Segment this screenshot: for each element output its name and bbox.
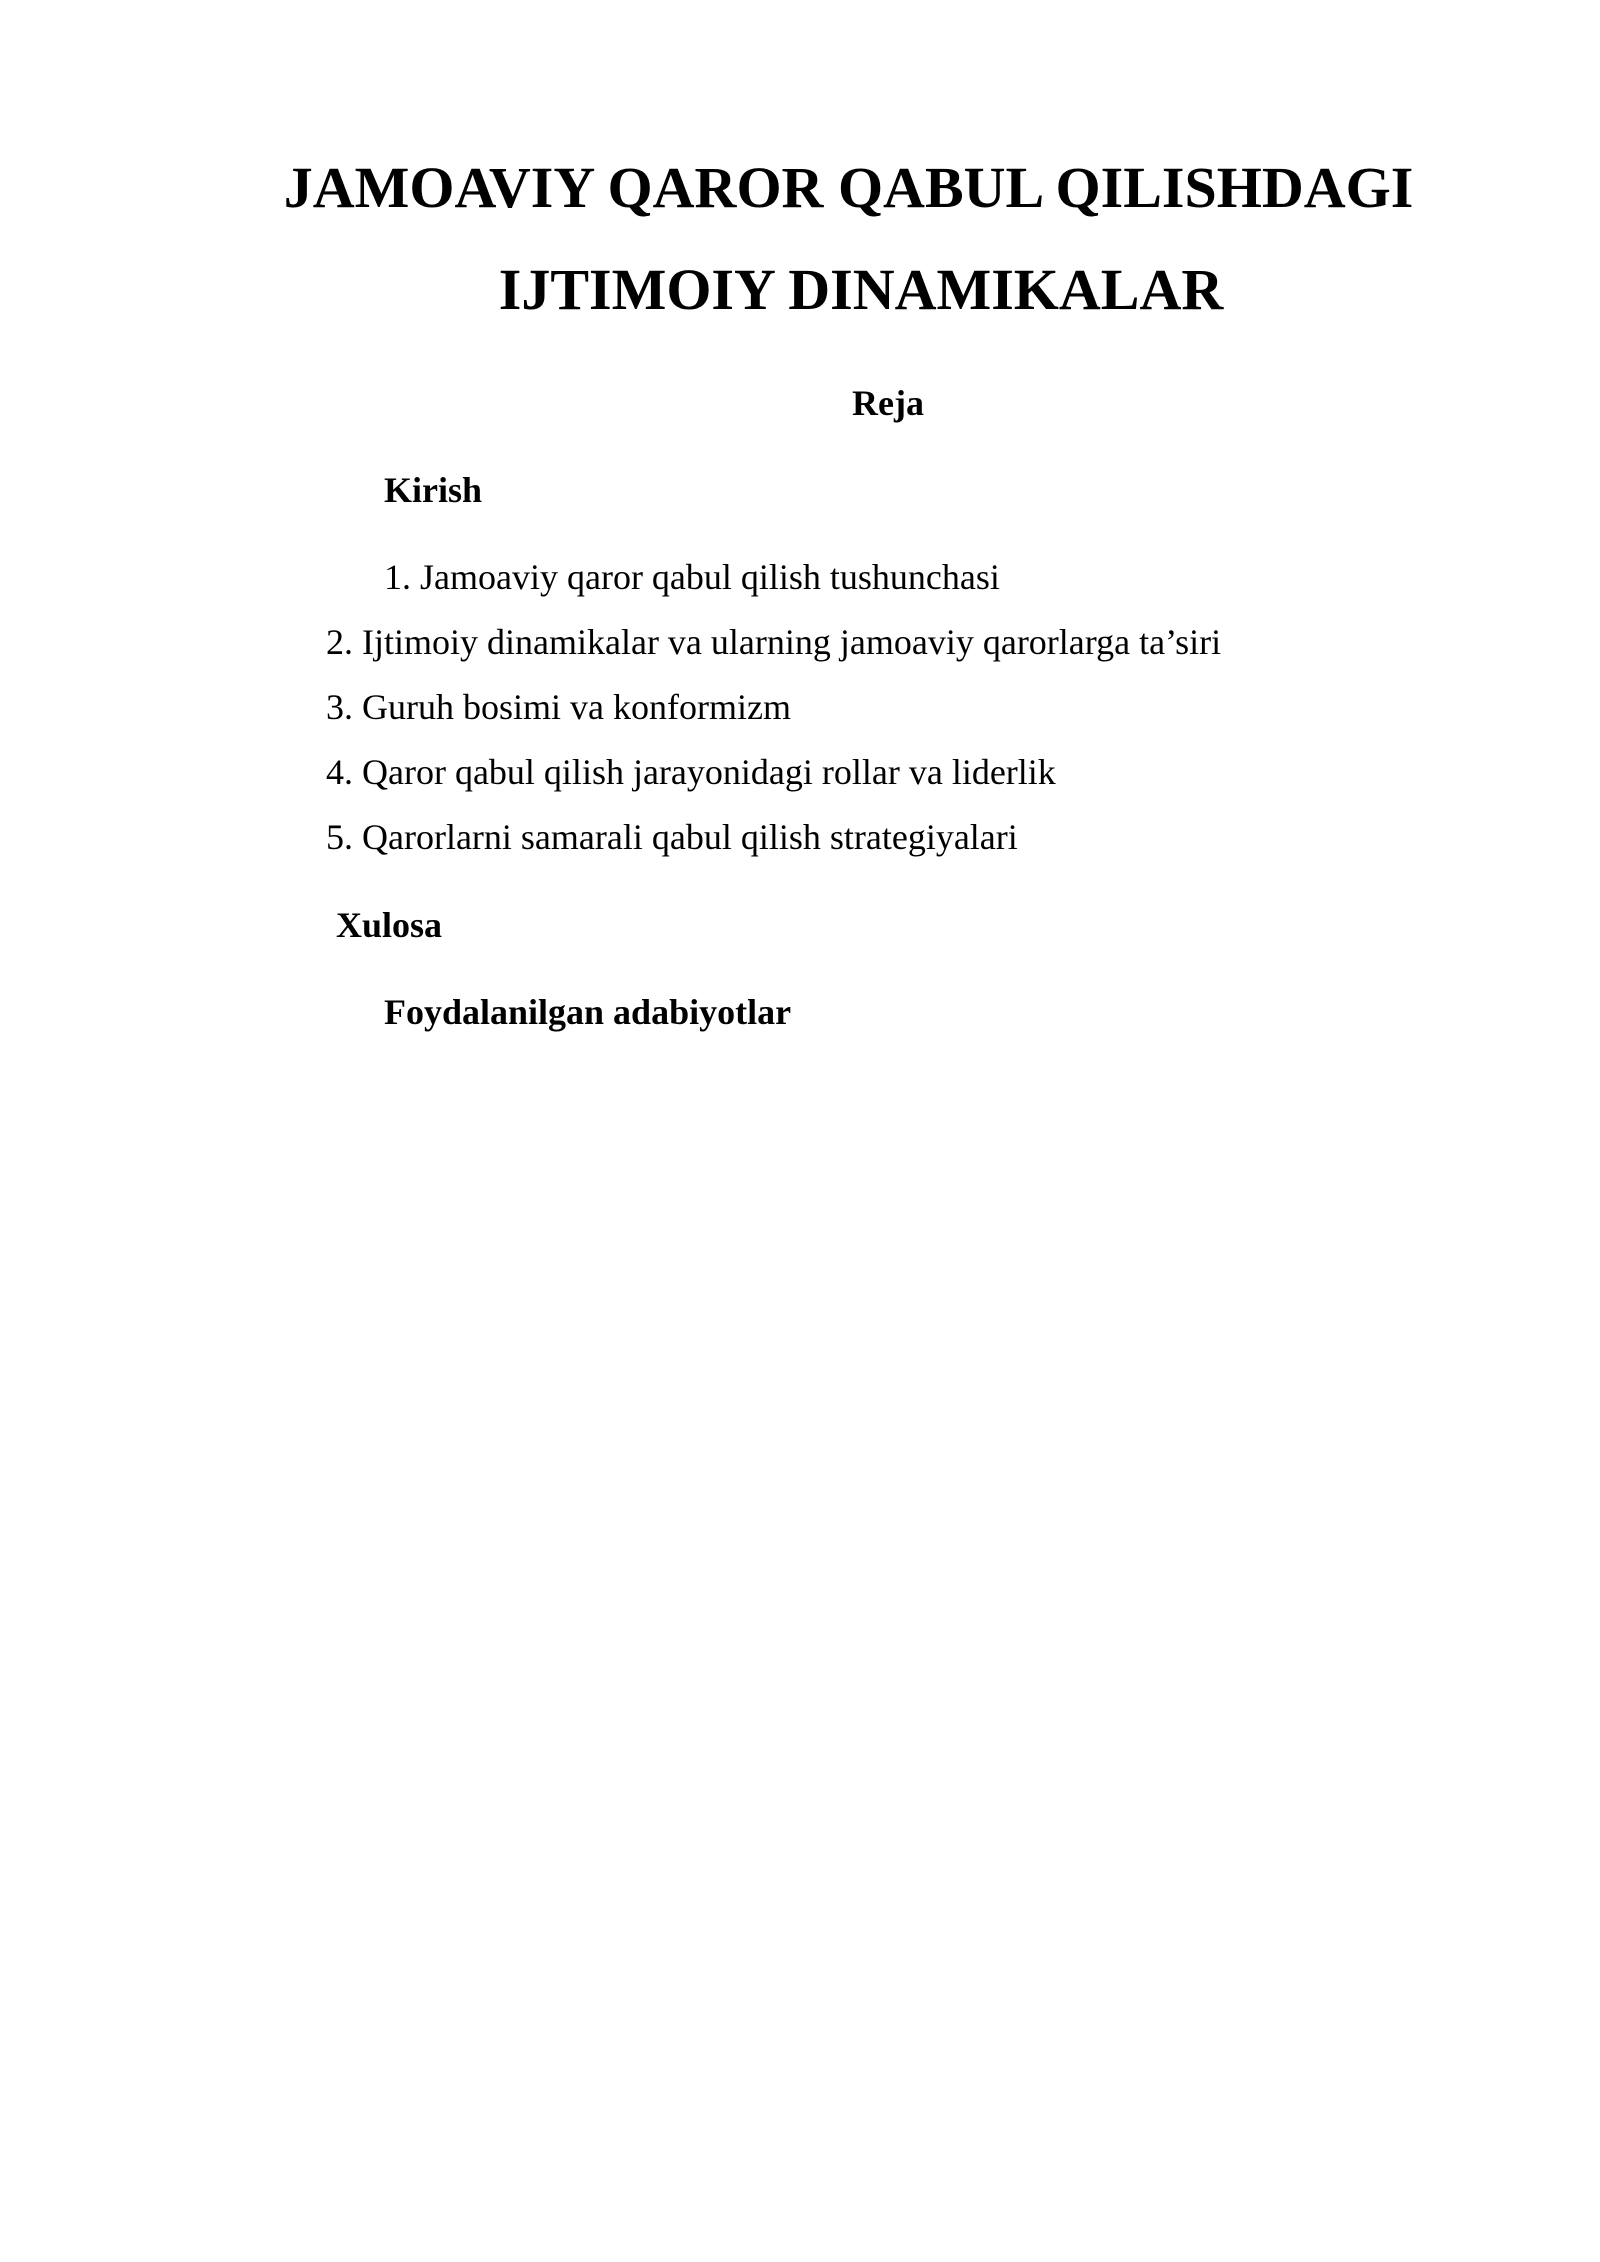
document-title-line-1: JAMOAVIY QAROR QABUL QILISHDAGI [283, 155, 1414, 220]
plan-item: 3. Guruh bosimi va konformizm [326, 687, 791, 727]
plan-item: 1. Jamoaviy qaror qabul qilish tushunchasi [384, 557, 1000, 597]
plan-heading: Reja [852, 383, 924, 423]
document-title-line-2: IJTIMOIY DINAMIKALAR [498, 257, 1224, 322]
plan-item: 2. Ijtimoiy dinamikalar va ularning jamoaviy qarorlarga ta’siri [326, 622, 1222, 662]
section-conclusion: Xulosa [336, 905, 443, 945]
section-references: Foydalanilgan adabiyotlar [384, 992, 792, 1032]
plan-item: 4. Qaror qabul qilish jarayonidagi rollar va liderlik [326, 752, 1056, 792]
section-intro: Kirish [384, 470, 483, 510]
plan-item: 5. Qarorlarni samarali qabul qilish strategiyalari [326, 817, 1018, 857]
